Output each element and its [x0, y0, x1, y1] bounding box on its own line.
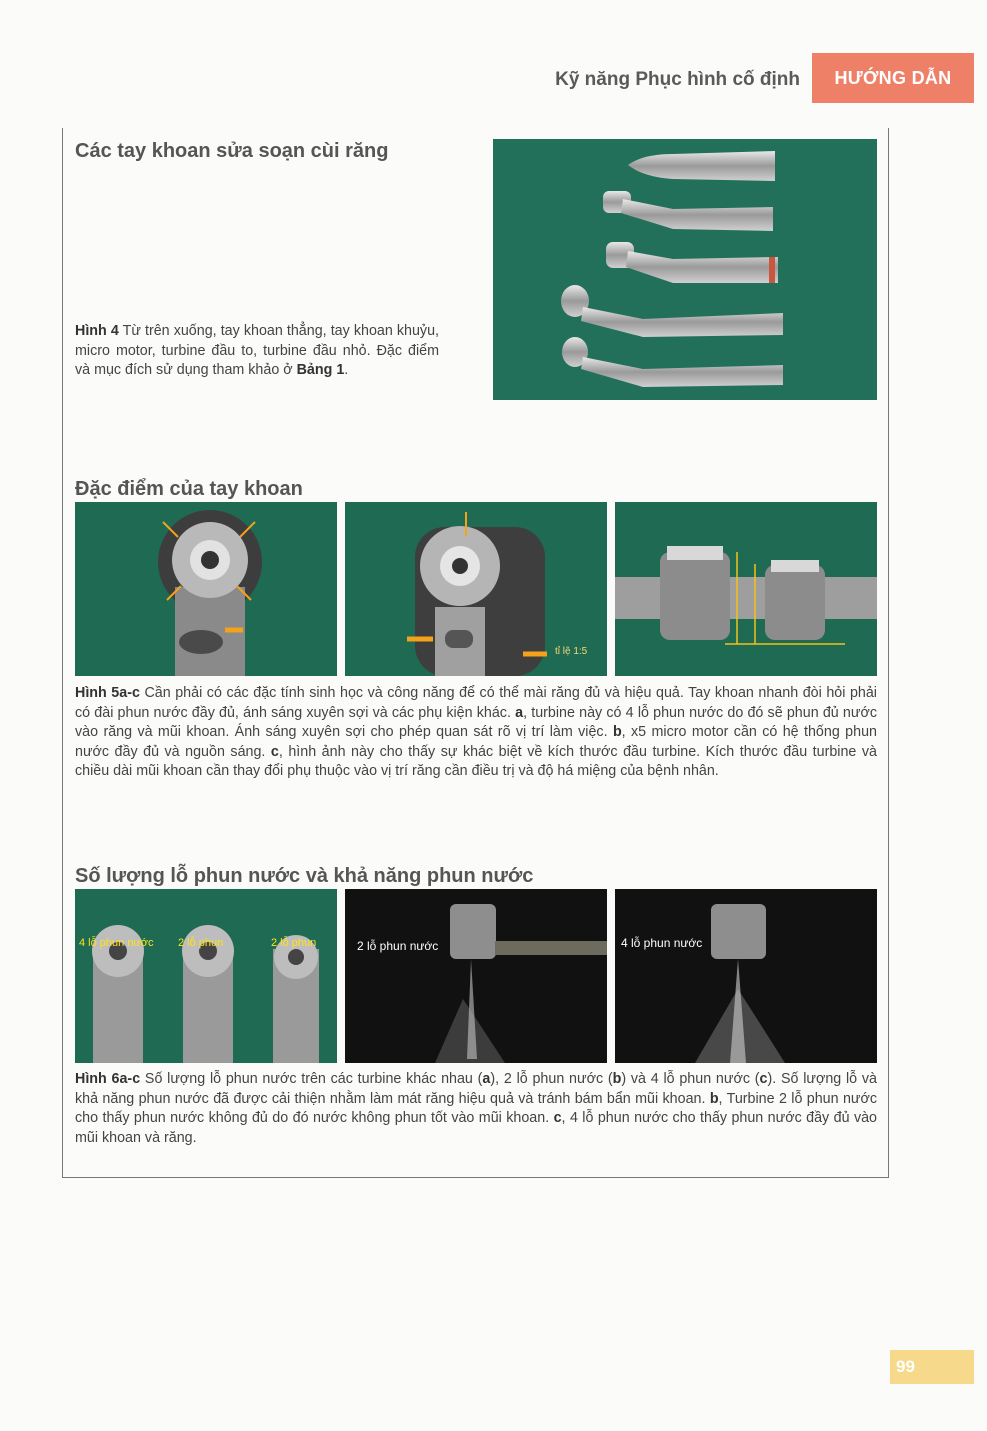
frame-bottom-rule — [62, 1177, 889, 1178]
figure-4-caption — [75, 322, 439, 381]
figure-6-label: Hình 6a-c — [75, 1071, 141, 1087]
photo-label-4-holes: 4 lỗ phun nước — [79, 937, 154, 949]
figure-6-letter-a: a — [482, 1071, 491, 1087]
page-number: 99 — [890, 1350, 974, 1384]
figure-6-letter-b2: b — [709, 1090, 719, 1107]
figure-6-caption — [75, 1070, 877, 1148]
figure-5b-photo — [345, 502, 607, 676]
figure-6-caption-part4: ). Số lượng lỗ và khả năng phun nước đã được cải thiện nhằm làm mát răng hiệu quả và tránh bám bẩn mũi khoan. — [75, 1071, 877, 1107]
section-heading-characteristics: Đặc điểm của tay khoan — [75, 478, 303, 500]
figure-5a-photo — [75, 502, 337, 676]
turbine-head-size-comparison — [615, 502, 877, 676]
figure-4-label: Hình 4 — [75, 323, 119, 339]
figure-5-caption-part3: , x5 micro motor cần có hệ thống phun nước đầy đủ và nguồn sáng. — [75, 724, 877, 760]
figure-5-letter-b: b — [612, 724, 622, 740]
figure-5-letter-c: c — [270, 743, 279, 760]
figure-5-caption — [75, 684, 877, 782]
scale-label: tỉ lệ 1:5 — [555, 646, 588, 657]
figure-6-letter-c: c — [759, 1071, 768, 1087]
spray-4-holes — [615, 889, 877, 1063]
figure-6-letter-b: b — [612, 1071, 622, 1087]
spray-2-holes — [345, 889, 607, 1063]
figure-5-caption-part4: , hình ảnh này cho thấy sự khác biệt về kích thước đầu turbine. Kích thước đầu turbine và chiều dài mũi khoan cần thay đổi phụ thuộc vào vị trí răng cần điều trị và độ há miệng của bệnh nhân. — [75, 743, 877, 779]
frame-left-rule — [62, 128, 63, 1178]
frame-right-rule — [888, 128, 889, 1178]
figure-5c-photo — [615, 502, 877, 676]
figure-5-caption-part1: Cần phải có các đặc tính sinh học và công năng để có thể mài răng đủ và hiệu quả. Tay khoan nhanh đòi hỏi phải có đài phun nước đầy đủ, ánh sáng xuyên sợi và các phụ kiện khác. — [75, 685, 877, 721]
table-reference: Bảng 1 — [296, 362, 345, 378]
section-heading-handpieces: Các tay khoan sửa soạn cùi răng — [75, 140, 389, 162]
three-turbine-heads — [75, 889, 337, 1063]
figure-6-caption-part6: , 4 lỗ phun nước cho thấy phun nước đầy đủ vào mũi khoan và răng. — [75, 1110, 877, 1146]
figure-6-caption-part1: Số lượng lỗ phun nước trên các turbine khác nhau ( — [140, 1071, 483, 1087]
figure-6a-photo — [75, 889, 337, 1063]
handpieces-illustration — [493, 139, 877, 400]
figure-4-caption-text: Từ trên xuống, tay khoan thẳng, tay khoan khuỷu, micro motor, turbine đầu to, turbine đầu nhỏ. Đặc điểm và mục đích sử dụng tham khảo ở — [75, 323, 440, 378]
figure-6-caption-part2: ), 2 lỗ phun nước ( — [490, 1071, 613, 1087]
figure-6-caption-part5: , Turbine 2 lỗ phun nước cho thấy phun nước không đủ do đó nước không phun tốt vào mũi khoan. — [75, 1090, 877, 1126]
figure-6-caption-part3: ) và 4 lỗ phun nước ( — [621, 1071, 760, 1087]
figure-5-letter-a: a — [515, 704, 524, 721]
photo-label-2-spray-holes: 2 lỗ phun nước — [357, 939, 439, 953]
photo-label-4-spray-holes: 4 lỗ phun nước — [621, 936, 703, 950]
section-tag: HƯỚNG DẪN — [812, 53, 974, 103]
figure-4-photo — [493, 139, 877, 400]
running-header-title: Kỹ năng Phục hình cố định — [555, 69, 800, 90]
figure-6c-photo — [615, 889, 877, 1063]
figure-5-label: Hình 5a-c — [75, 685, 140, 701]
figure-6b-photo — [345, 889, 607, 1063]
section-heading-water-spray: Số lượng lỗ phun nước và khả năng phun nước — [75, 865, 534, 887]
photo-label-2-holes-c: 2 lỗ phun — [271, 937, 317, 949]
figure-6-letter-c2: c — [553, 1110, 562, 1126]
turbine-head-4-holes — [75, 502, 337, 676]
figure-5-caption-part2: , turbine này có 4 lỗ phun nước do đó sẽ phun đủ nước vào răng và mũi khoan. Ánh sáng xuyên sợi cho phép quan sát rõ vị trí làm việc. — [75, 704, 877, 740]
photo-label-2-holes-b: 2 lỗ phun — [178, 937, 224, 949]
caption-period: . — [344, 362, 349, 378]
